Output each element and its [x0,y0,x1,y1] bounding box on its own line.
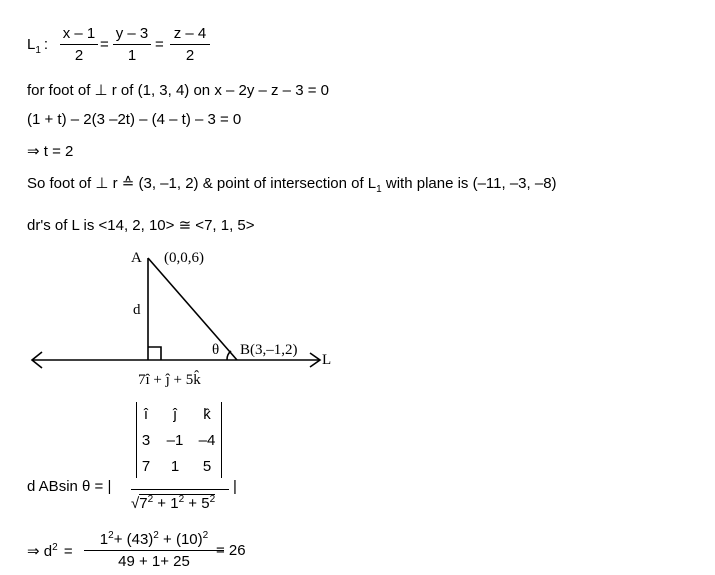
t-result: ⇒ t = 2 [27,143,74,160]
fraction-x-denominator: 2 [74,47,84,64]
denom-exp-2: 2 [178,494,185,505]
fraction-z-numerator: z – 4 [173,25,207,42]
det-suffix: | [233,478,237,495]
right-angle-mark [148,347,161,360]
fraction-x-numerator: x – 1 [62,25,96,42]
final-denominator: 49 + 1+ 25 [118,553,190,570]
side-d-label: d [133,302,141,318]
num-term-10: + (10) [158,531,203,548]
implies-d: ⇒ d [27,543,53,560]
final-fraction-bar [84,550,224,551]
sqrt-radicand [139,494,215,512]
denom-term-5: + 5 [184,495,210,512]
fraction-z [170,25,210,64]
final-lhs [27,542,73,560]
point-a-coords: (0,0,6) [164,250,204,266]
direction-vector-label: 7î + ĵ + 5k̂ [138,372,201,388]
fraction-y-denominator: 1 [127,47,137,64]
right-arrowhead [310,353,320,367]
fraction-y [113,25,151,64]
det-denominator [131,494,215,512]
det-cell-0-1: ĵ [173,406,177,423]
l1-colon: : [43,36,49,53]
side-ab [148,258,237,360]
denom-exp-1: 2 [147,494,154,505]
sqrt-symbol: √ [131,495,140,512]
det-fraction-bar [131,489,229,490]
foot-text-sub: 1 [376,184,382,195]
num-exp-2: 2 [153,530,159,541]
det-cell-1-0: 3 [141,432,151,449]
final-fraction [84,530,224,570]
angle-theta-label: θ [212,342,220,358]
fraction-x [60,25,98,64]
foot-and-intersection-line [27,174,557,195]
final-result: = 26 [216,542,246,559]
denom-term-1: + 1 [153,495,179,512]
direction-ratios-line: dr's of L is <14, 2, 10> ≅ <7, 1, 5> [27,217,255,234]
point-b-label: B(3,–1,2) [240,342,298,358]
det-cell-1-2: –4 [198,432,216,449]
l1-subscript: 1 [35,45,41,56]
fraction-x-bar [60,44,98,45]
num-exp-3: 2 [202,530,209,541]
det-cell-2-2: 5 [202,458,212,475]
det-cell-1-1: –1 [166,432,184,449]
num-term-43: + (43) [113,531,154,548]
l1-letter: L [27,36,36,53]
final-equals: = [63,543,73,560]
fraction-y-numerator: y – 3 [115,25,149,42]
num-exp-1: 2 [108,530,114,541]
fraction-z-bar [170,44,210,45]
foot-of-perpendicular-line: for foot of ⊥ r of (1, 3, 4) on x – 2y – z – 3 = 0 [27,82,329,99]
fraction-y-bar [113,44,151,45]
det-cell-0-2: k̂ [203,406,211,423]
foot-text-post: with plane is (–11, –3, –8) [381,175,557,192]
fraction-z-denominator: 2 [185,47,195,64]
det-cell-2-1: 1 [170,458,180,475]
left-arrowhead [32,352,42,368]
equals-1: = [100,36,109,53]
det-cell-0-0: î [143,406,149,423]
denom-exp-3: 2 [209,494,216,505]
det-prefix: d ABsin θ = | [27,478,112,495]
foot-text-pre: So foot of ⊥ r ≙ (3, –1, 2) & point of intersection of L [27,175,377,192]
point-a-label: A [131,250,142,266]
substitution-equation: (1 + t) – 2(3 –2t) – (4 – t) – 3 = 0 [27,111,242,128]
det-cell-2-0: 7 [141,458,151,475]
equals-2: = [155,36,164,53]
line-l1-label [27,36,48,56]
num-term-1: 1 [99,531,109,548]
angle-arc [227,351,231,360]
final-numerator [84,530,224,548]
d-squared-exp: 2 [52,542,58,553]
determinant-matrix [136,402,222,478]
denom-term-7: 7 [139,495,148,512]
line-l-label: L [322,352,332,368]
